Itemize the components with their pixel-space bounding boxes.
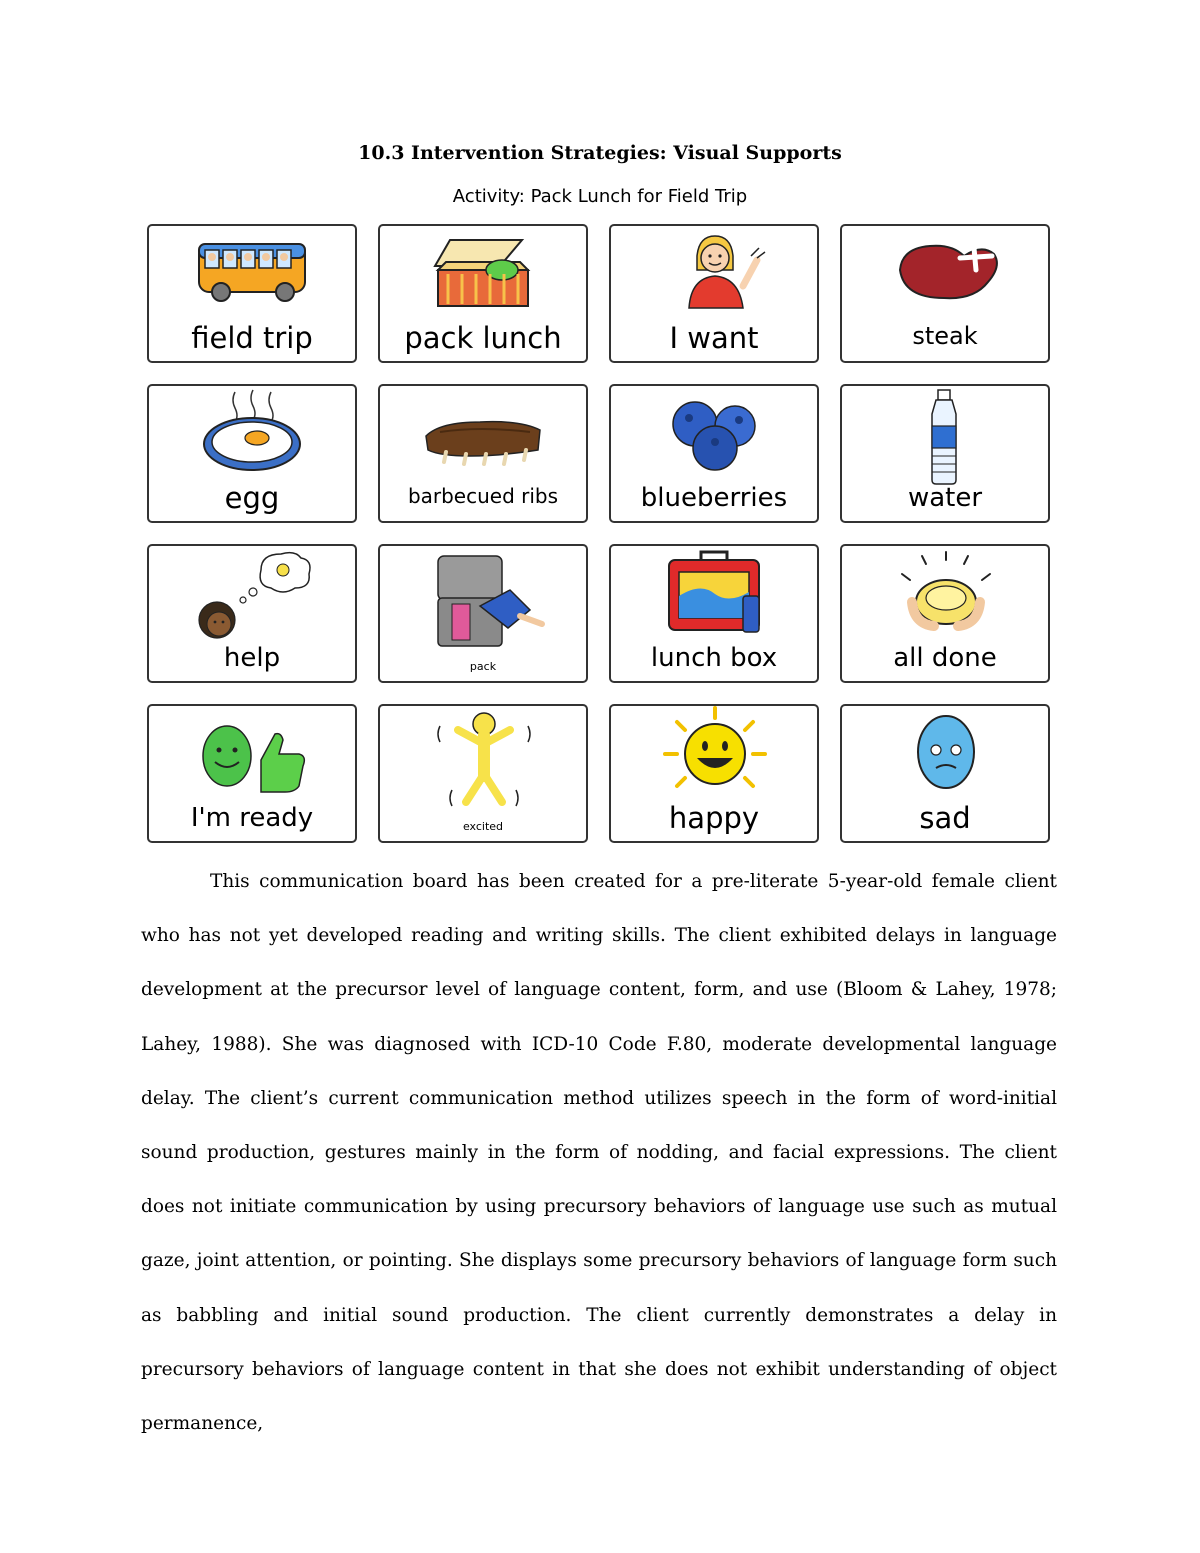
card-water <box>840 384 1050 523</box>
card-label: happy <box>668 801 760 835</box>
body-paragraph: This communication board has been created for a pre-literate 5-year-old female client who has not yet developed reading and writing skills. The client exhibited delays in language development at the precursor level of language content, form, and use (Bloom & Lahey, 1978; Lahey, 1988). She was diagnosed with ICD-10 Code F.80, moderate developmental language delay. The client’s current communication method utilizes speech in the form of word-initial sound production, gestures mainly in the form of nodding, and facial expressions. The client does not initiate communication by using precursory behaviors of language use such as mutual gaze, joint attention, or pointing. She displays some precursory behaviors of language form such as babbling and initial sound production. The client currently demonstrates a delay in precursory behaviors of language content in that she does not exhibit understanding of object permanence, <box>141 871 1057 1435</box>
card-label: field trip <box>191 321 313 355</box>
card-label: I want <box>669 321 759 355</box>
activity-subtitle: Activity: Pack Lunch for Field Trip <box>452 186 748 207</box>
card-label: help <box>223 643 281 673</box>
card-label: water <box>907 483 983 513</box>
card-all-done <box>840 544 1050 683</box>
card-label: barbecued ribs <box>407 484 559 508</box>
card-label: excited <box>462 820 504 833</box>
card-label: blueberries <box>640 483 788 513</box>
card-label: I'm ready <box>190 803 314 833</box>
card-label: sad <box>919 801 971 835</box>
card-egg <box>147 384 357 523</box>
body-text <box>141 855 1057 1451</box>
card-excited <box>378 704 588 843</box>
card-label: steak <box>912 322 978 350</box>
card-label: pack lunch <box>404 321 562 355</box>
card-label: egg <box>224 481 280 515</box>
communication-board <box>147 224 1052 843</box>
card-pack <box>378 544 588 683</box>
card-happy <box>609 704 819 843</box>
card-im-ready <box>147 704 357 843</box>
card-help <box>147 544 357 683</box>
card-field-trip <box>147 224 357 363</box>
card-label: all done <box>893 643 997 673</box>
card-label: lunch box <box>650 643 778 673</box>
card-pack-lunch <box>378 224 588 363</box>
page-title: 10.3 Intervention Strategies: Visual Supports <box>358 142 842 164</box>
card-sad <box>840 704 1050 843</box>
card-steak <box>840 224 1050 363</box>
card-i-want <box>609 224 819 363</box>
card-blueberries <box>609 384 819 523</box>
card-lunch-box <box>609 544 819 683</box>
card-label: pack <box>469 660 497 673</box>
card-barbecued-ribs <box>378 384 588 523</box>
